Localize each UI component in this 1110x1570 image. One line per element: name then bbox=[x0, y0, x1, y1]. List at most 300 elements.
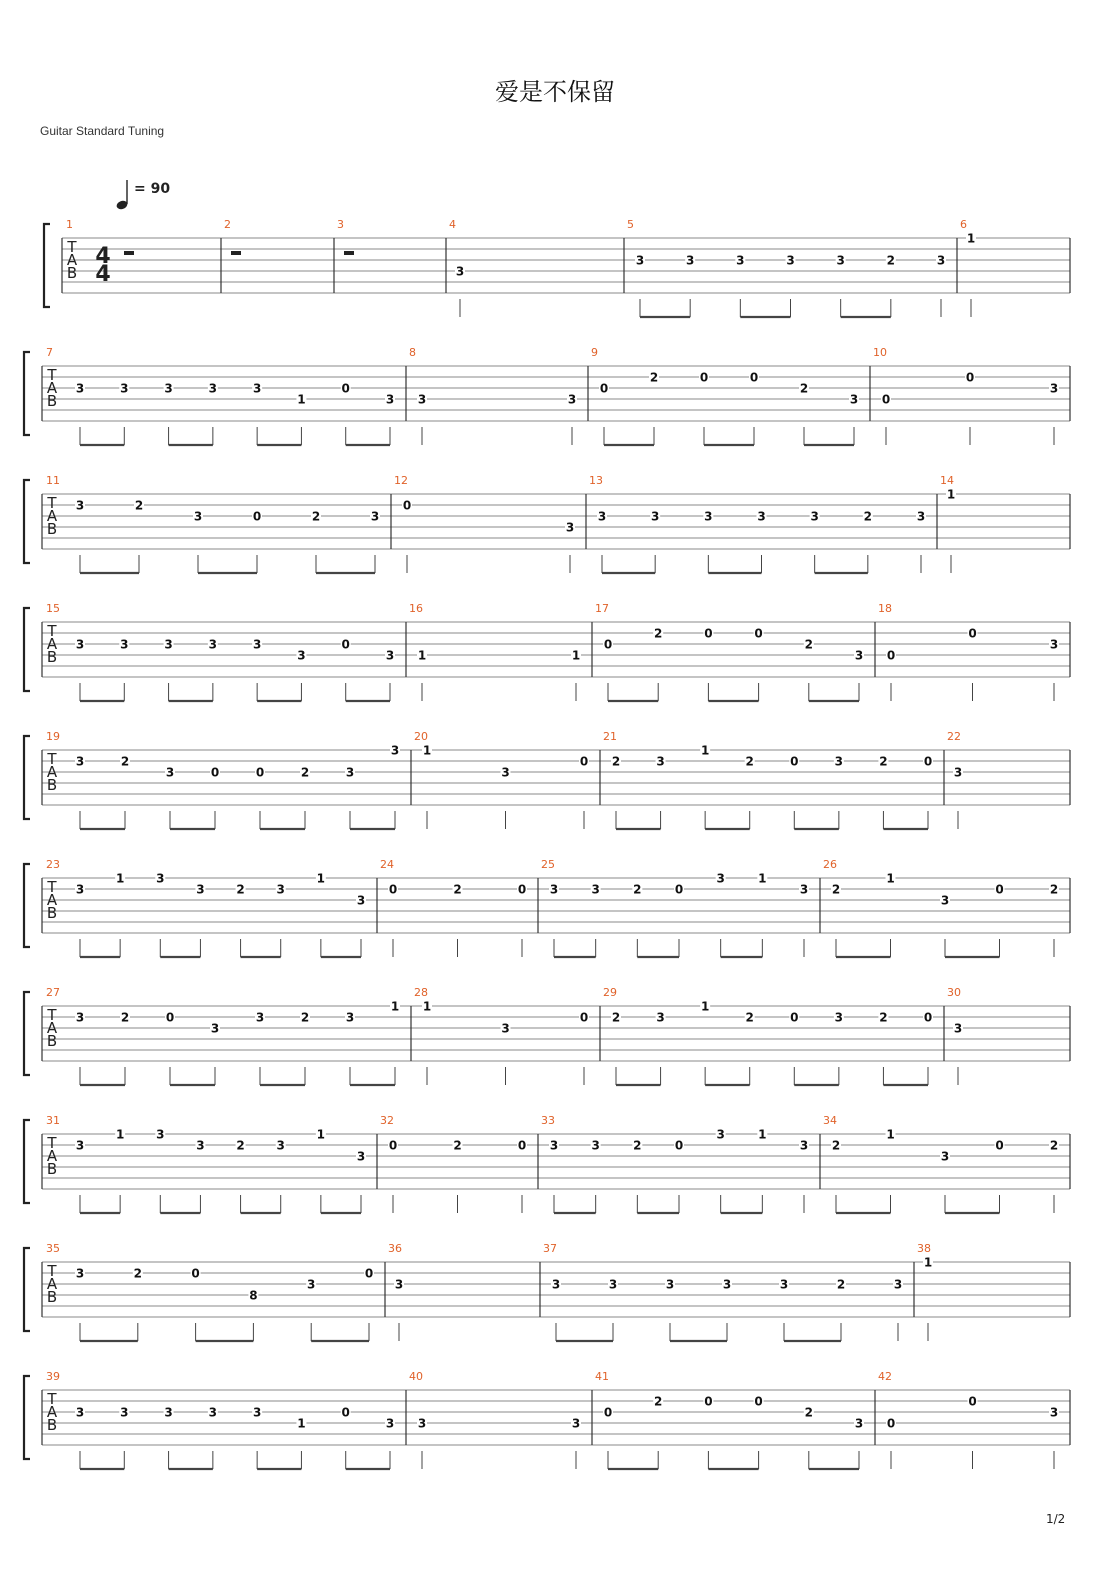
fret-number: 3 bbox=[834, 754, 844, 769]
measure-number: 12 bbox=[394, 474, 408, 487]
measure-number: 11 bbox=[46, 474, 60, 487]
fret-number: 3 bbox=[208, 637, 218, 652]
fret-number: 2 bbox=[831, 882, 841, 897]
fret-number: 3 bbox=[567, 392, 577, 407]
fret-number: 3 bbox=[736, 253, 745, 268]
measure bbox=[603, 986, 933, 1085]
fret-number: 3 bbox=[834, 1010, 844, 1025]
tab-system bbox=[24, 858, 1070, 957]
tab-clef-letter: B bbox=[46, 1288, 58, 1306]
measure bbox=[917, 1242, 933, 1341]
fret-number: 3 bbox=[779, 1277, 789, 1292]
measure bbox=[878, 1370, 1059, 1469]
fret-number: 3 bbox=[936, 253, 946, 268]
fret-number: 3 bbox=[193, 509, 203, 524]
fret-number: 3 bbox=[757, 509, 766, 524]
fret-number: 1 bbox=[316, 871, 326, 886]
fret-number: 3 bbox=[501, 1021, 510, 1036]
measure bbox=[541, 1114, 809, 1213]
measure bbox=[947, 986, 963, 1085]
measure-number: 21 bbox=[603, 730, 617, 743]
fret-number: 2 bbox=[300, 765, 310, 780]
tab-clef-letter: B bbox=[66, 264, 78, 282]
fret-number: 2 bbox=[863, 509, 873, 524]
measure-number: 2 bbox=[224, 218, 231, 231]
fret-number: 1 bbox=[966, 231, 976, 246]
tab-clef-letter: A bbox=[46, 635, 58, 653]
measure bbox=[873, 346, 1059, 445]
fret-number: 2 bbox=[879, 754, 888, 769]
measure bbox=[46, 858, 366, 957]
measure-number: 29 bbox=[603, 986, 617, 999]
fret-number: 2 bbox=[654, 1394, 663, 1409]
fret-number: 0 bbox=[603, 1405, 613, 1420]
fret-number: 0 bbox=[252, 509, 262, 524]
tab-system bbox=[24, 1242, 1070, 1341]
rest-icon bbox=[344, 251, 354, 255]
fret-number: 3 bbox=[390, 743, 400, 758]
fret-number: 2 bbox=[300, 1010, 310, 1025]
fret-number: 0 bbox=[704, 626, 713, 641]
fret-number: 3 bbox=[196, 1138, 205, 1153]
fret-number: 2 bbox=[133, 1266, 142, 1281]
fret-number: 2 bbox=[745, 754, 754, 769]
measure bbox=[46, 730, 400, 829]
fret-number: 3 bbox=[849, 392, 859, 407]
measure-number: 25 bbox=[541, 858, 555, 871]
tab-clef-letter: A bbox=[46, 1147, 58, 1165]
fret-number: 3 bbox=[704, 509, 713, 524]
fret-number: 3 bbox=[394, 1277, 404, 1292]
fret-number: 0 bbox=[790, 754, 799, 769]
fret-number: 3 bbox=[854, 648, 864, 663]
fret-number: 0 bbox=[603, 637, 613, 652]
fret-number: 3 bbox=[75, 1405, 85, 1420]
fret-number: 3 bbox=[799, 882, 809, 897]
fret-number: 2 bbox=[654, 626, 663, 641]
fret-number: 0 bbox=[995, 882, 1004, 897]
fret-number: 3 bbox=[551, 1277, 561, 1292]
fret-number: 0 bbox=[674, 1138, 684, 1153]
fret-number: 1 bbox=[886, 871, 895, 886]
fret-number: 3 bbox=[455, 264, 465, 279]
measure-number: 34 bbox=[823, 1114, 837, 1127]
fret-number: 3 bbox=[252, 637, 262, 652]
fret-number: 0 bbox=[191, 1266, 200, 1281]
fret-number: 2 bbox=[453, 882, 462, 897]
fret-number: 0 bbox=[790, 1010, 799, 1025]
measure bbox=[46, 1114, 366, 1213]
measure-number: 30 bbox=[947, 986, 961, 999]
tab-clef-letter: B bbox=[46, 904, 58, 922]
tab-system bbox=[24, 1370, 1070, 1469]
fret-number: 3 bbox=[120, 637, 129, 652]
measure-number: 8 bbox=[409, 346, 416, 359]
measure-number: 40 bbox=[409, 1370, 423, 1383]
fret-number: 1 bbox=[422, 743, 432, 758]
tab-clef-letter: A bbox=[46, 763, 58, 781]
measure-number: 5 bbox=[627, 218, 634, 231]
tab-clef-letter: B bbox=[46, 648, 58, 666]
fret-number: 2 bbox=[879, 1010, 888, 1025]
fret-number: 3 bbox=[953, 1021, 963, 1036]
measure-number: 20 bbox=[414, 730, 428, 743]
fret-number: 0 bbox=[599, 381, 609, 396]
tab-clef-letter: T bbox=[47, 622, 57, 640]
fret-number: 2 bbox=[611, 1010, 621, 1025]
tab-system bbox=[24, 986, 1070, 1085]
measure bbox=[388, 1242, 404, 1341]
fret-number: 1 bbox=[316, 1127, 326, 1142]
fret-number: 3 bbox=[75, 882, 85, 897]
fret-number: 3 bbox=[893, 1277, 903, 1292]
tab-system bbox=[24, 730, 1070, 829]
fret-number: 2 bbox=[633, 1138, 642, 1153]
fret-number: 3 bbox=[591, 882, 600, 897]
fret-number: 3 bbox=[591, 1138, 600, 1153]
tab-clef-letter: T bbox=[47, 1134, 57, 1152]
system-brace bbox=[24, 480, 30, 563]
measure bbox=[409, 1370, 581, 1469]
tab-clef-letter: A bbox=[46, 891, 58, 909]
tab-clef-letter: B bbox=[46, 1416, 58, 1434]
fret-number: 0 bbox=[965, 370, 975, 385]
fret-number: 3 bbox=[716, 871, 725, 886]
fret-number: 3 bbox=[196, 882, 205, 897]
fret-number: 3 bbox=[75, 1010, 85, 1025]
measure bbox=[409, 346, 577, 445]
fret-number: 0 bbox=[341, 381, 350, 396]
measure bbox=[627, 218, 946, 317]
measure-number: 35 bbox=[46, 1242, 60, 1255]
measure-number: 13 bbox=[589, 474, 603, 487]
fret-number: 3 bbox=[501, 765, 510, 780]
measure-number: 9 bbox=[591, 346, 598, 359]
measure bbox=[449, 218, 465, 317]
time-signature-top: 4 bbox=[95, 244, 111, 269]
fret-number: 3 bbox=[549, 1138, 559, 1153]
fret-number: 2 bbox=[804, 637, 813, 652]
fret-number: 0 bbox=[402, 498, 412, 513]
system-brace bbox=[24, 736, 30, 819]
measure-number: 26 bbox=[823, 858, 837, 871]
measure-number: 28 bbox=[414, 986, 428, 999]
tab-clef-letter: B bbox=[46, 392, 58, 410]
measure bbox=[46, 474, 380, 573]
measure-number: 18 bbox=[878, 602, 892, 615]
fret-number: 1 bbox=[115, 1127, 125, 1142]
fret-number: 3 bbox=[549, 882, 559, 897]
measure bbox=[589, 474, 926, 573]
measure bbox=[380, 1114, 527, 1213]
fret-number: 0 bbox=[364, 1266, 374, 1281]
tab-clef-letter: T bbox=[47, 366, 57, 384]
fret-number: 1 bbox=[115, 871, 125, 886]
fret-number: 0 bbox=[579, 1010, 589, 1025]
fret-number: 0 bbox=[165, 1010, 175, 1025]
fret-number: 0 bbox=[749, 370, 759, 385]
page-number: 1/2 bbox=[1046, 1512, 1066, 1526]
fret-number: 3 bbox=[786, 253, 795, 268]
fret-number: 2 bbox=[886, 253, 896, 268]
measure bbox=[409, 602, 581, 701]
measure-number: 23 bbox=[46, 858, 60, 871]
fret-number: 3 bbox=[75, 1138, 85, 1153]
fret-number: 3 bbox=[255, 1010, 265, 1025]
fret-number: 3 bbox=[385, 648, 395, 663]
fret-number: 3 bbox=[940, 893, 950, 908]
measure-number: 10 bbox=[873, 346, 887, 359]
fret-number: 1 bbox=[758, 871, 767, 886]
fret-number: 3 bbox=[356, 893, 366, 908]
fret-number: 3 bbox=[650, 509, 660, 524]
fret-number: 0 bbox=[388, 882, 398, 897]
tab-clef-letter: T bbox=[47, 1006, 57, 1024]
tab-clef-letter: B bbox=[46, 520, 58, 538]
tab-clef-letter: B bbox=[46, 1160, 58, 1178]
tempo-value: = 90 bbox=[134, 181, 171, 197]
fret-number: 3 bbox=[165, 765, 175, 780]
fret-number: 0 bbox=[923, 1010, 933, 1025]
fret-number: 0 bbox=[341, 637, 350, 652]
tab-clef-letter: T bbox=[47, 1262, 57, 1280]
tab-clef-letter: A bbox=[46, 507, 58, 525]
fret-number: 0 bbox=[517, 1138, 527, 1153]
measure-number: 42 bbox=[878, 1370, 892, 1383]
fret-number: 0 bbox=[255, 765, 265, 780]
fret-number: 1 bbox=[571, 648, 581, 663]
fret-number: 3 bbox=[665, 1277, 675, 1292]
fret-number: 2 bbox=[236, 1138, 245, 1153]
rest-icon bbox=[124, 251, 134, 255]
fret-number: 2 bbox=[745, 1010, 754, 1025]
fret-number: 2 bbox=[836, 1277, 846, 1292]
measure-number: 31 bbox=[46, 1114, 60, 1127]
tab-system bbox=[44, 218, 1070, 317]
measure-number: 22 bbox=[947, 730, 961, 743]
fret-number: 0 bbox=[886, 648, 896, 663]
system-brace bbox=[24, 992, 30, 1075]
system-brace bbox=[44, 224, 50, 307]
measure-number: 7 bbox=[46, 346, 53, 359]
fret-number: 8 bbox=[249, 1288, 258, 1303]
time-signature-bottom: 4 bbox=[95, 262, 111, 287]
measure bbox=[46, 1242, 374, 1341]
fret-number: 3 bbox=[656, 754, 665, 769]
fret-number: 3 bbox=[417, 392, 427, 407]
fret-number: 3 bbox=[252, 1405, 262, 1420]
song-title: 爱是不保留 bbox=[495, 78, 615, 106]
fret-number: 0 bbox=[341, 1405, 350, 1420]
measure-number: 36 bbox=[388, 1242, 402, 1255]
measure bbox=[414, 730, 589, 829]
tab-clef-letter: A bbox=[66, 251, 78, 269]
measure-number: 39 bbox=[46, 1370, 60, 1383]
fret-number: 3 bbox=[685, 253, 695, 268]
fret-number: 0 bbox=[517, 882, 527, 897]
measure-number: 17 bbox=[595, 602, 609, 615]
fret-number: 3 bbox=[345, 1010, 355, 1025]
fret-number: 1 bbox=[700, 999, 710, 1014]
tab-clef-letter: T bbox=[47, 878, 57, 896]
measure bbox=[46, 1370, 395, 1469]
fret-number: 2 bbox=[134, 498, 144, 513]
fret-number: 3 bbox=[208, 381, 218, 396]
fret-number: 3 bbox=[1049, 1405, 1059, 1420]
fret-number: 3 bbox=[597, 509, 607, 524]
tab-system bbox=[24, 474, 1070, 573]
fret-number: 3 bbox=[810, 509, 819, 524]
fret-number: 3 bbox=[75, 1266, 85, 1281]
measure-number: 41 bbox=[595, 1370, 609, 1383]
fret-number: 0 bbox=[754, 626, 763, 641]
measure-number: 4 bbox=[449, 218, 456, 231]
fret-number: 3 bbox=[916, 509, 926, 524]
tab-clef-letter: A bbox=[46, 1275, 58, 1293]
fret-number: 3 bbox=[1049, 381, 1059, 396]
fret-number: 3 bbox=[75, 498, 85, 513]
measure-number: 15 bbox=[46, 602, 60, 615]
fret-number: 3 bbox=[608, 1277, 618, 1292]
measure-number: 27 bbox=[46, 986, 60, 999]
fret-number: 3 bbox=[565, 520, 575, 535]
fret-number: 3 bbox=[656, 1010, 665, 1025]
rest-icon bbox=[231, 251, 241, 255]
fret-number: 3 bbox=[164, 381, 173, 396]
fret-number: 0 bbox=[968, 626, 977, 641]
measure-number: 38 bbox=[917, 1242, 931, 1255]
fret-number: 1 bbox=[390, 999, 400, 1014]
tab-clef-letter: T bbox=[47, 494, 57, 512]
fret-number: 0 bbox=[886, 1416, 896, 1431]
fret-number: 3 bbox=[75, 754, 85, 769]
fret-number: 3 bbox=[417, 1416, 427, 1431]
measure bbox=[878, 602, 1059, 701]
measure bbox=[46, 602, 395, 701]
measure bbox=[947, 730, 963, 829]
fret-number: 0 bbox=[881, 392, 891, 407]
fret-number: 3 bbox=[208, 1405, 218, 1420]
tab-clef-letter: A bbox=[46, 1019, 58, 1037]
fret-number: 3 bbox=[571, 1416, 581, 1431]
measure bbox=[541, 858, 809, 957]
fret-number: 3 bbox=[307, 1277, 316, 1292]
fret-number: 3 bbox=[716, 1127, 725, 1142]
measure-number: 19 bbox=[46, 730, 60, 743]
measure bbox=[414, 986, 589, 1085]
measure bbox=[543, 1242, 903, 1341]
fret-number: 0 bbox=[995, 1138, 1004, 1153]
measure-number: 3 bbox=[337, 218, 344, 231]
fret-number: 3 bbox=[799, 1138, 809, 1153]
fret-number: 3 bbox=[276, 882, 285, 897]
fret-number: 3 bbox=[854, 1416, 864, 1431]
fret-number: 2 bbox=[799, 381, 809, 396]
fret-number: 2 bbox=[804, 1405, 813, 1420]
measure-number: 16 bbox=[409, 602, 423, 615]
system-brace bbox=[24, 1376, 30, 1459]
fret-number: 3 bbox=[252, 381, 262, 396]
measure bbox=[394, 474, 575, 573]
fret-number: 3 bbox=[953, 765, 963, 780]
system-brace bbox=[24, 608, 30, 691]
fret-number: 2 bbox=[831, 1138, 841, 1153]
measure-number: 37 bbox=[543, 1242, 557, 1255]
fret-number: 0 bbox=[699, 370, 709, 385]
fret-number: 0 bbox=[704, 1394, 713, 1409]
fret-number: 3 bbox=[164, 1405, 173, 1420]
fret-number: 2 bbox=[453, 1138, 462, 1153]
measure bbox=[46, 346, 395, 445]
fret-number: 1 bbox=[700, 743, 710, 758]
fret-number: 3 bbox=[385, 1416, 395, 1431]
fret-number: 0 bbox=[754, 1394, 763, 1409]
fret-number: 0 bbox=[968, 1394, 977, 1409]
fret-number: 1 bbox=[297, 1416, 306, 1431]
system-brace bbox=[24, 864, 30, 947]
fret-number: 0 bbox=[579, 754, 589, 769]
measure bbox=[960, 218, 976, 317]
fret-number: 1 bbox=[417, 648, 427, 663]
fret-number: 3 bbox=[940, 1149, 950, 1164]
fret-number: 0 bbox=[674, 882, 684, 897]
fret-number: 2 bbox=[1049, 1138, 1059, 1153]
fret-number: 2 bbox=[649, 370, 659, 385]
fret-number: 3 bbox=[356, 1149, 366, 1164]
fret-number: 3 bbox=[385, 392, 395, 407]
fret-number: 2 bbox=[120, 754, 130, 769]
fret-number: 2 bbox=[611, 754, 621, 769]
tab-system bbox=[24, 346, 1070, 445]
tab-clef-letter: A bbox=[46, 379, 58, 397]
fret-number: 3 bbox=[1049, 637, 1059, 652]
measure bbox=[46, 986, 400, 1085]
fret-number: 1 bbox=[758, 1127, 767, 1142]
measure bbox=[823, 858, 1059, 957]
fret-number: 2 bbox=[120, 1010, 130, 1025]
system-brace bbox=[24, 1248, 30, 1331]
measure bbox=[380, 858, 527, 957]
fret-number: 3 bbox=[297, 648, 306, 663]
measure-number: 14 bbox=[940, 474, 954, 487]
fret-number: 3 bbox=[345, 765, 355, 780]
fret-number: 3 bbox=[836, 253, 845, 268]
system-brace bbox=[24, 352, 30, 435]
measure bbox=[591, 346, 859, 445]
tab-clef-letter: B bbox=[46, 776, 58, 794]
fret-number: 3 bbox=[210, 1021, 220, 1036]
fret-number: 1 bbox=[946, 487, 956, 502]
fret-number: 2 bbox=[1049, 882, 1059, 897]
fret-number: 2 bbox=[236, 882, 245, 897]
tab-clef-letter: B bbox=[46, 1032, 58, 1050]
fret-number: 3 bbox=[75, 637, 85, 652]
system-brace bbox=[24, 1120, 30, 1203]
measure bbox=[940, 474, 956, 573]
fret-number: 1 bbox=[422, 999, 432, 1014]
measure-number: 1 bbox=[66, 218, 73, 231]
fret-number: 1 bbox=[886, 1127, 895, 1142]
fret-number: 1 bbox=[923, 1255, 933, 1270]
fret-number: 3 bbox=[635, 253, 645, 268]
tab-system bbox=[24, 1114, 1070, 1213]
fret-number: 3 bbox=[370, 509, 380, 524]
tab-clef-letter: T bbox=[67, 238, 77, 256]
fret-number: 3 bbox=[75, 381, 85, 396]
tab-clef-letter: A bbox=[46, 1403, 58, 1421]
fret-number: 0 bbox=[923, 754, 933, 769]
fret-number: 3 bbox=[722, 1277, 732, 1292]
